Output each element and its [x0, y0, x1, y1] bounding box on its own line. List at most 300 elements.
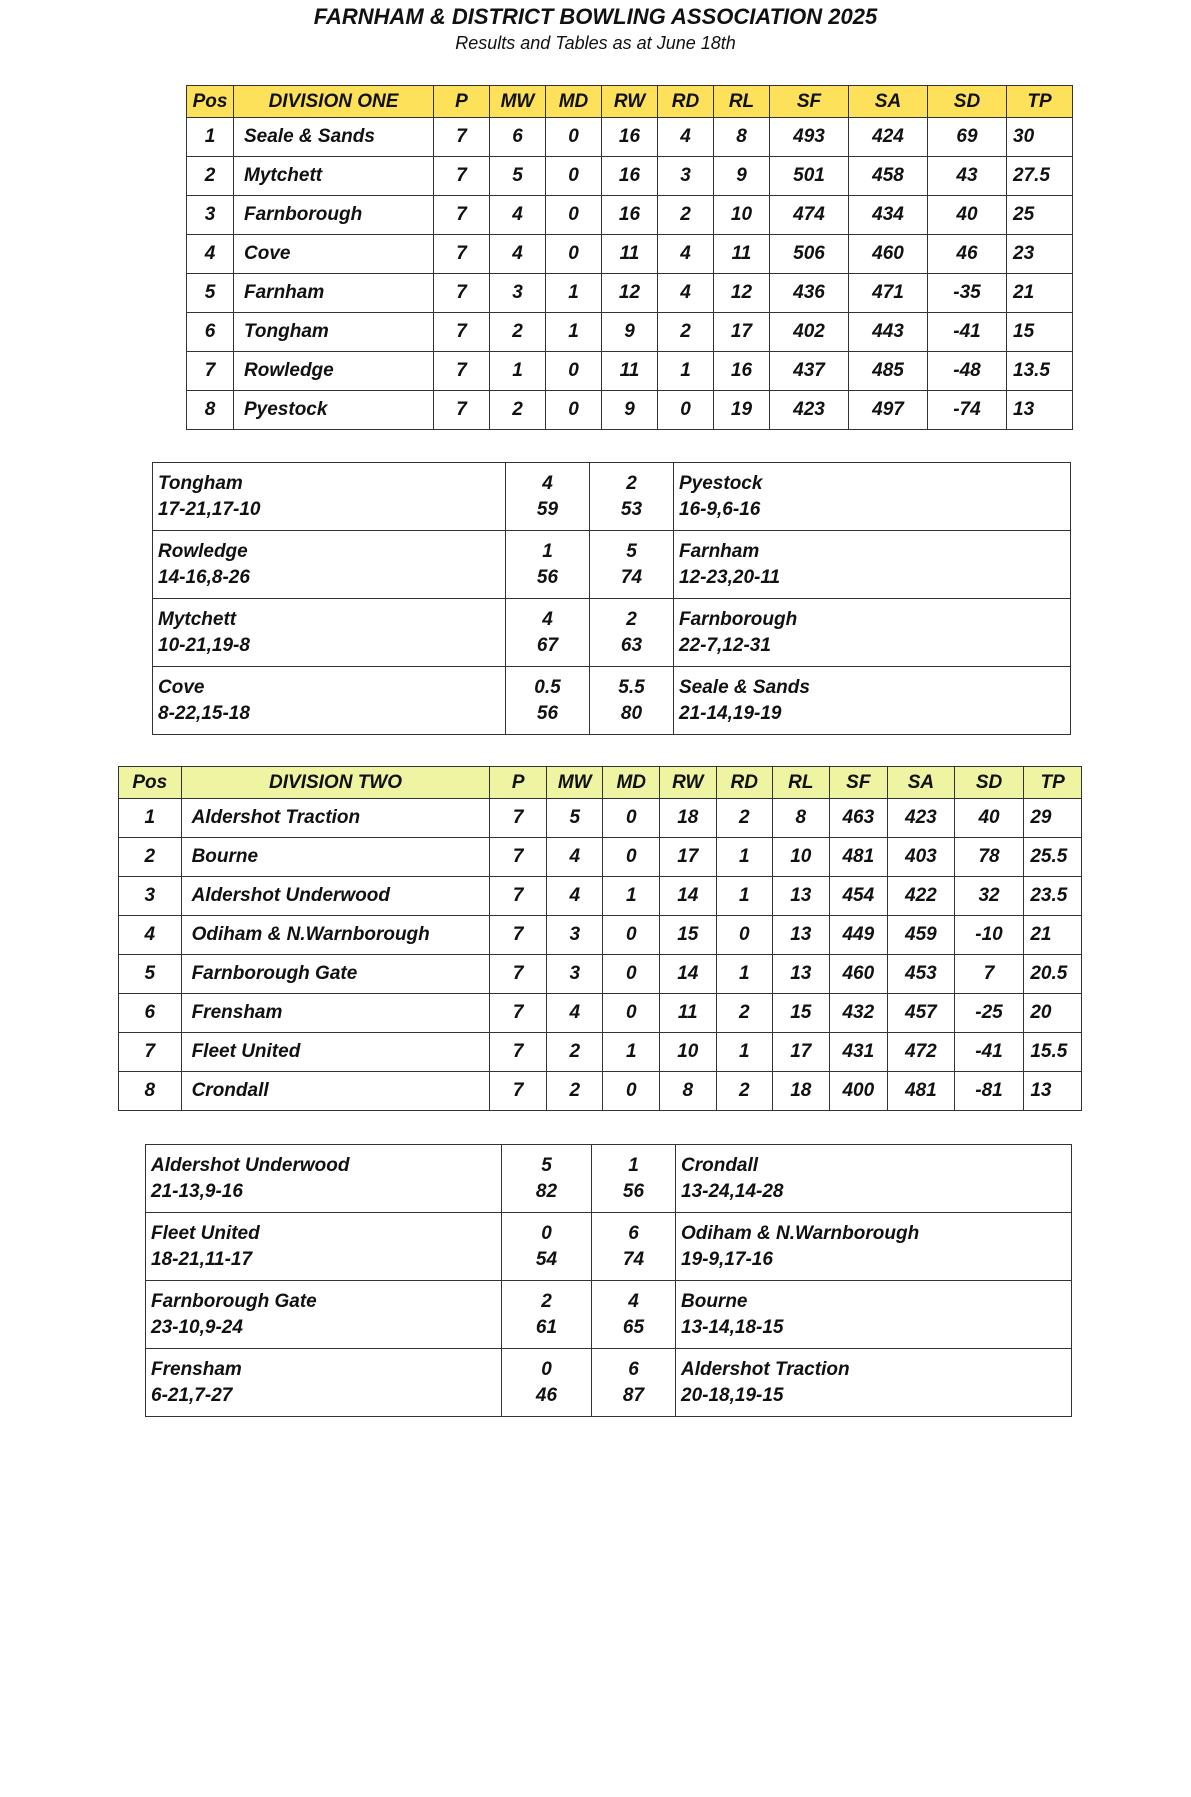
- total-points-cell: 25.5: [1024, 838, 1082, 877]
- matches-drawn-cell: 0: [603, 799, 660, 838]
- home-team-name: Rowledge: [158, 540, 248, 562]
- matches-won-cell: 6: [490, 118, 546, 157]
- shots-for-cell: 431: [829, 1033, 888, 1072]
- shots-against-cell: 434: [849, 196, 928, 235]
- shots-for-cell: 463: [829, 799, 888, 838]
- table-row: [187, 313, 1073, 352]
- rinks-drawn-cell: 1: [658, 352, 714, 391]
- matches-won-cell: 4: [490, 235, 546, 274]
- home-points: 4: [542, 608, 553, 630]
- rinks-drawn-cell: 1: [716, 877, 773, 916]
- rinks-drawn-cell: 2: [716, 799, 773, 838]
- rinks-drawn-cell: 1: [716, 1033, 773, 1072]
- column-header-rinks-won: RW: [660, 767, 717, 799]
- shots-for-cell: 436: [770, 274, 849, 313]
- column-header-shot-difference: SD: [928, 86, 1007, 118]
- matches-drawn-cell: 0: [603, 838, 660, 877]
- away-team-name: Pyestock: [679, 472, 763, 494]
- rinks-lost-cell: 9: [714, 157, 770, 196]
- away-totals-cell: [590, 667, 674, 735]
- home-team-cell: [153, 667, 506, 735]
- result-row: [153, 667, 1071, 735]
- division-one-table: [186, 85, 1073, 430]
- shots-for-cell: 437: [770, 352, 849, 391]
- shot-difference-cell: -35: [928, 274, 1007, 313]
- matches-drawn-cell: 0: [546, 352, 602, 391]
- rinks-drawn-cell: 2: [658, 313, 714, 352]
- rinks-won-cell: 16: [602, 118, 658, 157]
- pos-cell: 5: [187, 274, 234, 313]
- away-rink-scores: 19-9,17-16: [681, 1248, 773, 1270]
- home-team-name: Tongham: [158, 472, 243, 494]
- column-header-rinks-won: RW: [602, 86, 658, 118]
- matches-won-cell: 3: [490, 274, 546, 313]
- rinks-won-cell: 12: [602, 274, 658, 313]
- away-rink-scores: 21-14,19-19: [679, 702, 782, 724]
- pos-cell: 4: [119, 916, 182, 955]
- away-rink-scores: 22-7,12-31: [679, 634, 771, 656]
- result-row: [146, 1281, 1072, 1349]
- matches-drawn-cell: 1: [603, 1033, 660, 1072]
- rinks-won-cell: 11: [602, 352, 658, 391]
- column-header-played: P: [434, 86, 490, 118]
- team-cell: Pyestock: [234, 391, 434, 430]
- shots-for-cell: 423: [770, 391, 849, 430]
- shot-difference-cell: -10: [954, 916, 1024, 955]
- result-row: [146, 1145, 1072, 1213]
- rinks-drawn-cell: 3: [658, 157, 714, 196]
- away-shots: 56: [622, 1180, 645, 1202]
- team-cell: Farnborough: [234, 196, 434, 235]
- shots-for-cell: 506: [770, 235, 849, 274]
- rinks-lost-cell: 11: [714, 235, 770, 274]
- home-shots: 61: [535, 1316, 558, 1338]
- column-header-rinks-lost: RL: [714, 86, 770, 118]
- matches-won-cell: 4: [546, 877, 603, 916]
- division-two-table: [118, 766, 1082, 1111]
- table-row: [187, 391, 1073, 430]
- total-points-cell: 20: [1024, 994, 1082, 1033]
- home-rink-scores: 6-21,7-27: [151, 1384, 233, 1406]
- shots-against-cell: 423: [888, 799, 955, 838]
- rinks-drawn-cell: 0: [716, 916, 773, 955]
- rinks-won-cell: 10: [660, 1033, 717, 1072]
- shot-difference-cell: 78: [954, 838, 1024, 877]
- home-team-name: Frensham: [151, 1358, 242, 1380]
- shot-difference-cell: 7: [954, 955, 1024, 994]
- column-header-shot-difference: SD: [954, 767, 1024, 799]
- rinks-drawn-cell: 2: [716, 1072, 773, 1111]
- home-team-cell: [146, 1349, 502, 1417]
- played-cell: 7: [490, 838, 547, 877]
- home-points: 5: [541, 1154, 552, 1176]
- result-row: [146, 1349, 1072, 1417]
- home-points: 1: [542, 540, 553, 562]
- away-shots: 53: [620, 498, 643, 520]
- team-cell: Crondall: [181, 1072, 490, 1111]
- team-cell: Fleet United: [181, 1033, 490, 1072]
- away-points: 5.5: [618, 676, 645, 698]
- table-row: [187, 352, 1073, 391]
- rinks-won-cell: 14: [660, 955, 717, 994]
- table-row: [187, 157, 1073, 196]
- shots-for-cell: 400: [829, 1072, 888, 1111]
- away-team-name: Seale & Sands: [679, 676, 810, 698]
- rinks-won-cell: 11: [660, 994, 717, 1033]
- away-shots: 80: [620, 702, 643, 724]
- away-team-cell: [676, 1281, 1072, 1349]
- away-totals-cell: [590, 463, 674, 531]
- team-cell: Aldershot Underwood: [181, 877, 490, 916]
- home-totals-cell: [502, 1213, 592, 1281]
- shots-against-cell: 453: [888, 955, 955, 994]
- rinks-won-cell: 16: [602, 196, 658, 235]
- shots-against-cell: 485: [849, 352, 928, 391]
- shot-difference-cell: 40: [928, 196, 1007, 235]
- rinks-lost-cell: 18: [773, 1072, 830, 1111]
- team-cell: Mytchett: [234, 157, 434, 196]
- pos-cell: 5: [119, 955, 182, 994]
- home-rink-scores: 10-21,19-8: [158, 634, 250, 656]
- home-team-name: Aldershot Underwood: [151, 1154, 350, 1176]
- away-team-cell: [674, 463, 1071, 531]
- rinks-drawn-cell: 2: [658, 196, 714, 235]
- shots-for-cell: 402: [770, 313, 849, 352]
- played-cell: 7: [490, 799, 547, 838]
- away-team-name: Farnborough: [679, 608, 798, 630]
- rinks-lost-cell: 12: [714, 274, 770, 313]
- home-totals-cell: [506, 531, 590, 599]
- home-shots: 59: [536, 498, 559, 520]
- team-cell: Aldershot Traction: [181, 799, 490, 838]
- column-header-shots-against: SA: [888, 767, 955, 799]
- total-points-cell: 29: [1024, 799, 1082, 838]
- home-rink-scores: 14-16,8-26: [158, 566, 250, 588]
- shot-difference-cell: -74: [928, 391, 1007, 430]
- played-cell: 7: [434, 118, 490, 157]
- away-points: 6: [628, 1358, 639, 1380]
- team-cell: Farnborough Gate: [181, 955, 490, 994]
- rinks-lost-cell: 8: [714, 118, 770, 157]
- rinks-lost-cell: 16: [714, 352, 770, 391]
- pos-cell: 8: [119, 1072, 182, 1111]
- played-cell: 7: [434, 274, 490, 313]
- away-team-cell: [676, 1213, 1072, 1281]
- away-team-name: Aldershot Traction: [681, 1358, 850, 1380]
- shots-for-cell: 449: [829, 916, 888, 955]
- pos-cell: 2: [119, 838, 182, 877]
- shot-difference-cell: -81: [954, 1072, 1024, 1111]
- rinks-drawn-cell: 4: [658, 274, 714, 313]
- shot-difference-cell: 46: [928, 235, 1007, 274]
- team-cell: Cove: [234, 235, 434, 274]
- table-row: [119, 877, 1082, 916]
- shots-against-cell: 460: [849, 235, 928, 274]
- total-points-cell: 13.5: [1007, 352, 1073, 391]
- shots-for-cell: 501: [770, 157, 849, 196]
- shots-for-cell: 474: [770, 196, 849, 235]
- rinks-lost-cell: 17: [714, 313, 770, 352]
- shots-against-cell: 457: [888, 994, 955, 1033]
- matches-won-cell: 5: [546, 799, 603, 838]
- column-header-pos: Pos: [119, 767, 182, 799]
- home-totals-cell: [502, 1145, 592, 1213]
- home-shots: 56: [536, 702, 559, 724]
- home-team-cell: [146, 1213, 502, 1281]
- shots-against-cell: 497: [849, 391, 928, 430]
- shots-for-cell: 493: [770, 118, 849, 157]
- column-header-shots-for: SF: [829, 767, 888, 799]
- home-rink-scores: 18-21,11-17: [151, 1248, 253, 1270]
- pos-cell: 1: [187, 118, 234, 157]
- matches-drawn-cell: 0: [546, 235, 602, 274]
- matches-drawn-cell: 0: [603, 994, 660, 1033]
- away-totals-cell: [592, 1213, 676, 1281]
- table-row: [187, 274, 1073, 313]
- table-row: [119, 1072, 1082, 1111]
- total-points-cell: 23.5: [1024, 877, 1082, 916]
- rinks-drawn-cell: 4: [658, 118, 714, 157]
- played-cell: 7: [490, 994, 547, 1033]
- pos-cell: 3: [119, 877, 182, 916]
- matches-drawn-cell: 0: [603, 1072, 660, 1111]
- total-points-cell: 23: [1007, 235, 1073, 274]
- column-header-played: P: [490, 767, 547, 799]
- away-rink-scores: 16-9,6-16: [679, 498, 761, 520]
- away-shots: 87: [622, 1384, 645, 1406]
- away-rink-scores: 13-24,14-28: [681, 1180, 784, 1202]
- total-points-cell: 21: [1007, 274, 1073, 313]
- matches-won-cell: 2: [490, 391, 546, 430]
- column-header-shots-for: SF: [770, 86, 849, 118]
- home-totals-cell: [502, 1281, 592, 1349]
- rinks-drawn-cell: 4: [658, 235, 714, 274]
- shots-against-cell: 424: [849, 118, 928, 157]
- rinks-lost-cell: 15: [773, 994, 830, 1033]
- matches-won-cell: 2: [490, 313, 546, 352]
- away-team-name: Bourne: [681, 1290, 748, 1312]
- shots-for-cell: 460: [829, 955, 888, 994]
- team-cell: Bourne: [181, 838, 490, 877]
- home-points: 0: [541, 1358, 552, 1380]
- matches-drawn-cell: 0: [546, 157, 602, 196]
- away-team-name: Odiham & N.Warnborough: [681, 1222, 920, 1244]
- column-header-total-points: TP: [1007, 86, 1073, 118]
- played-cell: 7: [434, 157, 490, 196]
- away-points: 4: [628, 1290, 639, 1312]
- column-header-shots-against: SA: [849, 86, 928, 118]
- table-row: [119, 955, 1082, 994]
- away-shots: 63: [620, 634, 643, 656]
- column-header-rinks-drawn: RD: [658, 86, 714, 118]
- result-row: [146, 1213, 1072, 1281]
- shot-difference-cell: -48: [928, 352, 1007, 391]
- page-title: FARNHAM & DISTRICT BOWLING ASSOCIATION 2025: [313, 4, 878, 29]
- home-shots: 46: [535, 1384, 558, 1406]
- home-points: 4: [542, 472, 553, 494]
- rinks-won-cell: 15: [660, 916, 717, 955]
- table-row: [119, 1033, 1082, 1072]
- shots-against-cell: 459: [888, 916, 955, 955]
- rinks-won-cell: 9: [602, 391, 658, 430]
- rinks-lost-cell: 13: [773, 877, 830, 916]
- played-cell: 7: [490, 955, 547, 994]
- matches-drawn-cell: 1: [546, 274, 602, 313]
- division-two-results: [145, 1144, 1072, 1417]
- table-row: [187, 235, 1073, 274]
- matches-drawn-cell: 0: [546, 118, 602, 157]
- total-points-cell: 13: [1024, 1072, 1082, 1111]
- team-cell: Rowledge: [234, 352, 434, 391]
- home-team-name: Farnborough Gate: [151, 1290, 317, 1312]
- pos-cell: 3: [187, 196, 234, 235]
- matches-drawn-cell: 1: [603, 877, 660, 916]
- team-cell: Farnham: [234, 274, 434, 313]
- team-cell: Seale & Sands: [234, 118, 434, 157]
- rinks-won-cell: 18: [660, 799, 717, 838]
- away-team-cell: [674, 599, 1071, 667]
- column-header-rinks-drawn: RD: [716, 767, 773, 799]
- result-row: [153, 531, 1071, 599]
- home-points: 0.5: [534, 676, 561, 698]
- rinks-lost-cell: 8: [773, 799, 830, 838]
- away-totals-cell: [592, 1281, 676, 1349]
- shot-difference-cell: 43: [928, 157, 1007, 196]
- page-subtitle: Results and Tables as at June 18th: [455, 33, 736, 53]
- played-cell: 7: [490, 1072, 547, 1111]
- home-points: 2: [541, 1290, 552, 1312]
- total-points-cell: 30: [1007, 118, 1073, 157]
- shots-for-cell: 432: [829, 994, 888, 1033]
- away-points: 6: [628, 1222, 639, 1244]
- played-cell: 7: [490, 1033, 547, 1072]
- rinks-lost-cell: 17: [773, 1033, 830, 1072]
- shot-difference-cell: 32: [954, 877, 1024, 916]
- division-one-header-row: [187, 86, 1073, 118]
- home-totals-cell: [506, 599, 590, 667]
- matches-won-cell: 4: [546, 838, 603, 877]
- home-rink-scores: 17-21,17-10: [158, 498, 261, 520]
- away-totals-cell: [590, 599, 674, 667]
- pos-cell: 6: [119, 994, 182, 1033]
- played-cell: 7: [434, 313, 490, 352]
- home-team-name: Fleet United: [151, 1222, 260, 1244]
- shots-against-cell: 471: [849, 274, 928, 313]
- away-points: 2: [626, 472, 637, 494]
- division-one-results: [152, 462, 1071, 735]
- pos-cell: 7: [187, 352, 234, 391]
- column-header-rinks-lost: RL: [773, 767, 830, 799]
- away-team-cell: [674, 667, 1071, 735]
- home-team-cell: [146, 1145, 502, 1213]
- rinks-won-cell: 9: [602, 313, 658, 352]
- column-header-team: DIVISION TWO: [181, 767, 490, 799]
- column-header-matches-won: MW: [490, 86, 546, 118]
- team-cell: Frensham: [181, 994, 490, 1033]
- away-team-cell: [674, 531, 1071, 599]
- rinks-drawn-cell: 0: [658, 391, 714, 430]
- home-points: 0: [541, 1222, 552, 1244]
- rinks-lost-cell: 10: [773, 838, 830, 877]
- rinks-drawn-cell: 1: [716, 955, 773, 994]
- shots-against-cell: 443: [849, 313, 928, 352]
- column-header-matches-drawn: MD: [603, 767, 660, 799]
- played-cell: 7: [490, 877, 547, 916]
- shots-for-cell: 454: [829, 877, 888, 916]
- away-team-cell: [676, 1145, 1072, 1213]
- column-header-matches-won: MW: [546, 767, 603, 799]
- result-row: [153, 599, 1071, 667]
- matches-drawn-cell: 0: [603, 955, 660, 994]
- matches-won-cell: 3: [546, 955, 603, 994]
- table-row: [119, 994, 1082, 1033]
- shots-against-cell: 481: [888, 1072, 955, 1111]
- column-header-team: DIVISION ONE: [234, 86, 434, 118]
- home-rink-scores: 23-10,9-24: [151, 1316, 243, 1338]
- shots-for-cell: 481: [829, 838, 888, 877]
- matches-won-cell: 4: [490, 196, 546, 235]
- away-points: 2: [626, 608, 637, 630]
- shot-difference-cell: -25: [954, 994, 1024, 1033]
- rinks-won-cell: 11: [602, 235, 658, 274]
- matches-drawn-cell: 0: [603, 916, 660, 955]
- away-team-name: Farnham: [679, 540, 760, 562]
- home-totals-cell: [502, 1349, 592, 1417]
- shots-against-cell: 472: [888, 1033, 955, 1072]
- shot-difference-cell: 40: [954, 799, 1024, 838]
- table-row: [119, 799, 1082, 838]
- away-rink-scores: 12-23,20-11: [679, 566, 781, 588]
- matches-won-cell: 1: [490, 352, 546, 391]
- rinks-won-cell: 8: [660, 1072, 717, 1111]
- matches-won-cell: 4: [546, 994, 603, 1033]
- home-shots: 82: [535, 1180, 558, 1202]
- total-points-cell: 27.5: [1007, 157, 1073, 196]
- rinks-lost-cell: 13: [773, 916, 830, 955]
- table-row: [119, 916, 1082, 955]
- home-team-cell: [153, 531, 506, 599]
- rinks-won-cell: 14: [660, 877, 717, 916]
- home-team-name: Cove: [158, 676, 205, 698]
- table-row: [119, 838, 1082, 877]
- total-points-cell: 15.5: [1024, 1033, 1082, 1072]
- total-points-cell: 13: [1007, 391, 1073, 430]
- total-points-cell: 21: [1024, 916, 1082, 955]
- away-team-cell: [676, 1349, 1072, 1417]
- away-rink-scores: 13-14,18-15: [681, 1316, 784, 1338]
- total-points-cell: 25: [1007, 196, 1073, 235]
- home-shots: 54: [535, 1248, 558, 1270]
- matches-drawn-cell: 1: [546, 313, 602, 352]
- away-shots: 74: [622, 1248, 645, 1270]
- home-team-cell: [153, 463, 506, 531]
- away-totals-cell: [592, 1145, 676, 1213]
- played-cell: 7: [434, 391, 490, 430]
- table-row: [187, 118, 1073, 157]
- rinks-lost-cell: 19: [714, 391, 770, 430]
- home-shots: 56: [536, 566, 559, 588]
- away-points: 1: [628, 1154, 639, 1176]
- total-points-cell: 20.5: [1024, 955, 1082, 994]
- column-header-total-points: TP: [1024, 767, 1082, 799]
- home-totals-cell: [506, 667, 590, 735]
- matches-drawn-cell: 0: [546, 391, 602, 430]
- away-totals-cell: [592, 1349, 676, 1417]
- column-header-matches-drawn: MD: [546, 86, 602, 118]
- home-team-cell: [153, 599, 506, 667]
- shot-difference-cell: -41: [928, 313, 1007, 352]
- shots-against-cell: 422: [888, 877, 955, 916]
